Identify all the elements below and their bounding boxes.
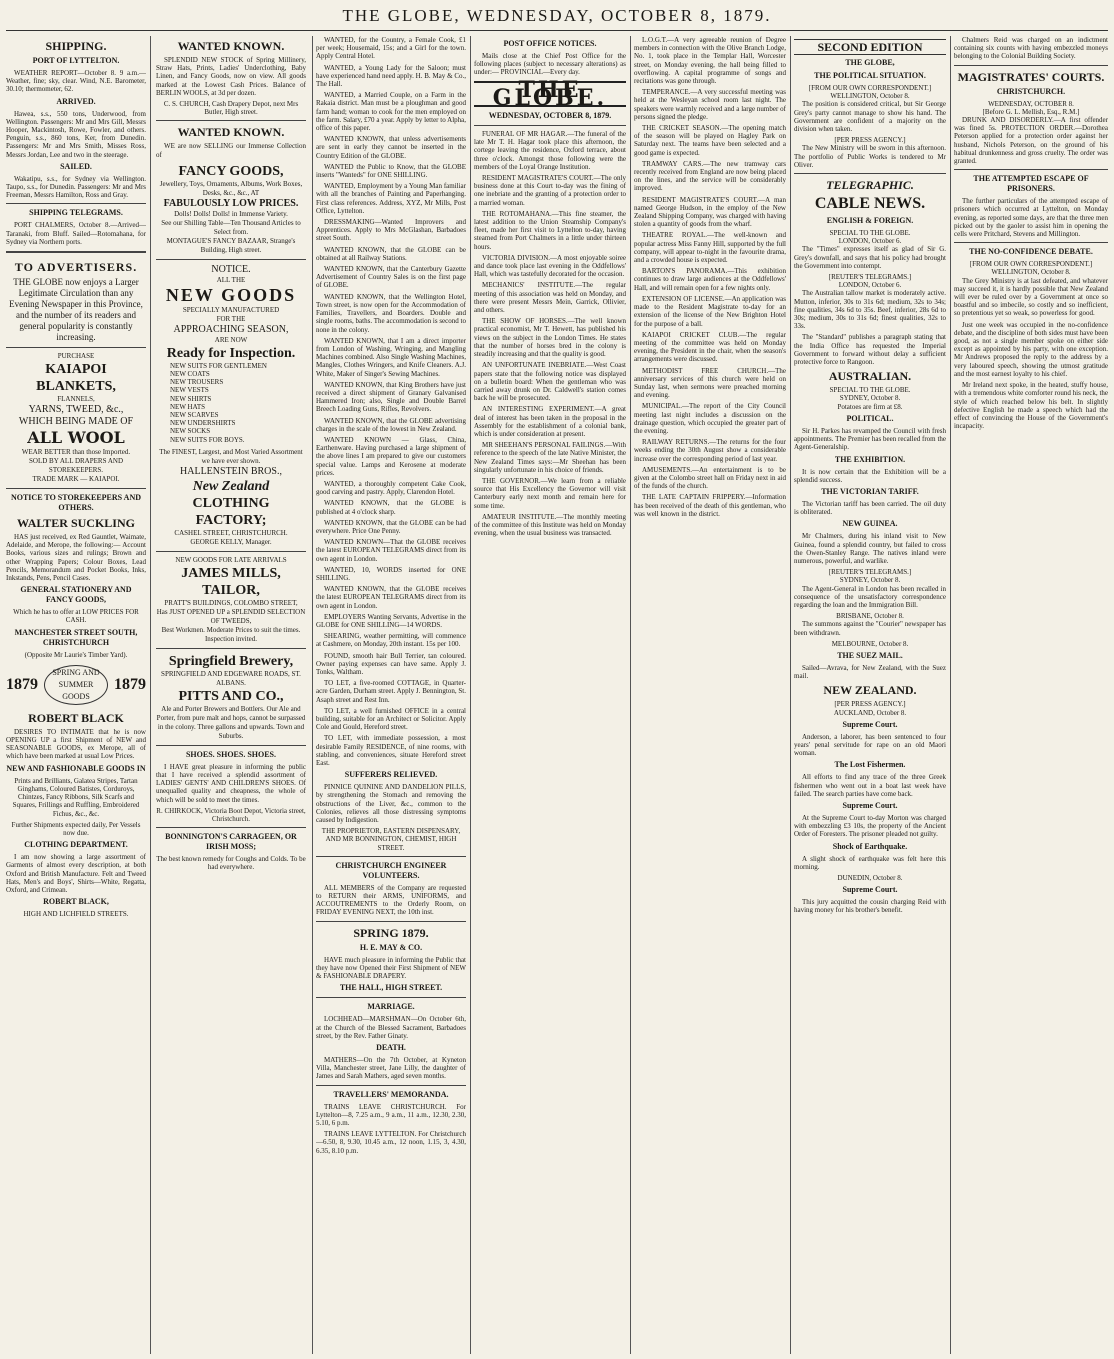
black-title: ROBERT BLACK	[28, 710, 124, 725]
fancy-advert	[156, 163, 306, 255]
kelly-manager: GEORGE KELLY, Manager.	[190, 537, 272, 546]
marriage-notice: LOCHHEAD—MARSHMAN—On October 6th, at the Church of the Blessed Sacrament, Barbadoes street, by the Rev. Father Ginaty.	[316, 1015, 466, 1040]
classified-ad: WANTED KNOWN, that King Brothers have just received a direct shipment of Granary Galvanised Hammered Iron; also, Single and Double Barrel Breech Loading Guns, Rifles, Revolvers.	[316, 380, 466, 414]
mills-pre: NEW GOODS FOR LATE ARRIVALS	[175, 555, 287, 564]
advertisers-text: THE GLOBE now enjoys a Larger Legitimate Circulation than any Evening Newspaper in this Province, and the number of its readers and general popularity is constantly increasing.	[9, 277, 143, 343]
news-paragraph: RAILWAY RETURNS.—The returns for the four weeks ending the 30th August show a considerable increase over the corresponding period of last year.	[634, 438, 786, 463]
news-paragraph: Chalmers Reid was charged on an indictment containing six counts with having embezzled moneys belonging to the Colonial Building Society.	[954, 36, 1108, 61]
nz-heading: NEW ZEALAND.	[823, 683, 917, 698]
tallow-text: The Australian tallow market is moderately active. Mutton, inferior, 30s to 31s 6d; medium, 32s to 34s; fine qualities, 34s 6d to 35s. Beef, inferior, 28s 6d to 30s; medium, 30s to 31s 6d; finest qualities, 32s to 33s.	[794, 289, 946, 331]
news-paragraph: THE LATE CAPTAIN FRIPPERY.—Information has been received of the death of this gentleman, who was well known in the district.	[634, 493, 786, 518]
weather-report: WEATHER REPORT—October 8. 9 a.m.—Weather, fine; sky, clear. Wind, N.E. Barometer, 30.10; thermometer, 62.	[6, 69, 146, 94]
suits-item: NEW UNDERSHIRTS	[170, 419, 236, 428]
bonnington-title: BONNINGTON'S CARRAGEEN, OR IRISH MOSS;	[165, 832, 297, 852]
black-address: HIGH AND LICHFIELD STREETS.	[23, 910, 129, 919]
column-5	[634, 36, 786, 1354]
bazaar-address: MONTAGUE'S FANCY BAZAAR, Strange's Building, High street.	[166, 236, 296, 254]
kaiapoi-title: KAIAPOI BLANKETS,	[36, 362, 116, 395]
column-2	[156, 36, 306, 1354]
magistrates-heading: MAGISTRATES' COURTS.	[957, 69, 1105, 84]
dateline: SYDNEY, October 8.	[839, 576, 901, 585]
notice-heading: NOTICE.	[211, 263, 251, 275]
kaiapoi-advert	[6, 352, 146, 484]
black-clothing-text: I am now showing a large assortment of Garments of almost every description, at both Oxford and British Manufacture. Felt and Tweed Hats, Men's and Boys', Shirts—White, Regatta, Oxford, and Crimean.	[6, 853, 146, 894]
kaiapoi-purchase: PURCHASE	[57, 352, 95, 361]
bonnington-text: The best known remedy for Coughs and Colds. To be had everywhere.	[156, 855, 306, 872]
pitts-title: PITTS AND CO.,	[178, 688, 284, 704]
potatoes-text: Potatoes are firm at £8.	[837, 402, 903, 411]
supreme3-text: This jury acquitted the cousin charging Reid with having money for his brother's benefit.	[794, 898, 946, 915]
classified-ad: WANTED, a thoroughly competent Cake Cook, good carving and pastry. Apply, Clarendon Hotel.	[316, 479, 466, 497]
australian-heading: AUSTRALIAN.	[828, 369, 912, 384]
are-now: ARE NOW	[214, 335, 248, 344]
classified-ad: EMPLOYERS Wanting Servants, Advertise in the GLOBE for ONE SHILLING—14 WORDS.	[316, 612, 466, 629]
advertisers-heading: TO ADVERTISERS.	[14, 260, 138, 275]
globe-date: WEDNESDAY, OCTOBER 8, 1879.	[488, 111, 612, 121]
before-magistrate: [Before G. L. Mellish, Esq., R.M.]	[982, 107, 1080, 116]
christchurch-heading: CHRISTCHURCH.	[996, 86, 1066, 96]
earthquake-text: A slight shock of earthquake was felt here this morning.	[794, 854, 946, 871]
fishermen-text: All efforts to find any trace of the three Greek fishermen who went out in a boat last week have failed. The search parties have come back.	[794, 773, 946, 798]
suckling-general: GENERAL STATIONERY AND FANCY GOODS,	[20, 585, 132, 605]
for-the: FOR THE	[216, 314, 246, 323]
wanted-text: SPLENDID NEW STOCK of Spring Millinery, Straw Hats, Prints, Ladies' Underclothing, Baby Linen, and Fancy Goods, now on view. All goods marked at the Lowest Cash Prices. Balance of BERLIN WOOLS, at 3d per dozen.	[156, 56, 306, 97]
column-divider	[470, 36, 471, 1354]
debate-text: Just one week was occupied in the no-confidence debate, and the discipline of both sides must have been good, as not a single member spoke on either side except as appointed by his party, with one exception. Mr Andrews proposed the reply to the address by a very laboured speech, showing the utmost gratitude and the most earnest loyalty to his chief.	[954, 320, 1108, 378]
suits-item: NEW SCARVES	[170, 411, 219, 420]
news-paragraph: THE CRICKET SEASON.—The opening match of the season will be played on Hagley Park on Saturday next. The teams have been selected and a good game is expected.	[634, 124, 786, 157]
shipping-heading: SHIPPING.	[45, 39, 107, 53]
shoes-text: I HAVE great pleasure in informing the public that I have received a splendid assortment of LADIES' GENTS' AND CHILDREN'S SHOES. Of unequalled quality and cheapness, the whole of which will be sold to meet the times.	[156, 762, 306, 804]
dateline: DUNEDIN, October 8.	[837, 874, 903, 882]
suits-item: NEW TROUSERS	[170, 378, 224, 387]
political-text: The position is considered critical, but Sir George Grey's party cannot manage to show his hand. The Government are confident of a majority on the division when taken.	[794, 100, 946, 134]
suckling-text: HAS just received, ex Red Gauntlet, Waimate, Adelaide, and Merope, the following:— Account Books, various sizes and rulings; Brown and other Wrapping Papers; Colour Boxes, Lead Pencils, Memorandum and Pocket Books, Inks, Inkstands, Pens, Pencil Cases.	[6, 533, 146, 583]
mills-text: Has JUST OPENED UP a SPLENDID SELECTION OF TWEEDS,	[156, 607, 306, 625]
wanted2-text: WE are now SELLING our Immense Collection of	[156, 142, 306, 159]
classified-ad: ALL MEMBERS of the Company are requested to RETURN their ARMS, UNIFORMS, and ACCOUTREMENTS to the Orderly Room, on FRIDAY EVENING NEXT, the 10th inst.	[316, 883, 466, 917]
news-paragraph: FUNERAL OF MR HAGAR.—The funeral of the late Mr T. H. Hagar took place this afternoon, the cortege leaving the residence, Oxford terrace, about three o'clock. Amongst those following were the members of the Loyal Orange Institution.	[474, 130, 626, 171]
classified-ad: WANTED KNOWN, that the GLOBE advertising charges in the scale of the lowest in New Zealand.	[316, 416, 466, 433]
dateline: WELLINGTON, October 8.	[991, 268, 1071, 277]
fancy-dolls: Dolls! Dolls! Dolls! in Immense Variety.	[174, 209, 288, 218]
suits-item: NEW COATS	[170, 370, 210, 379]
news-paragraph: MUNICIPAL.—The report of the City Council meeting last night includes a discussion on the drainage question, which occupied the greater part of the evening.	[634, 402, 786, 435]
black-sub: NEW AND FASHIONABLE GOODS IN	[6, 763, 146, 773]
classified-ad: WANTED KNOWN, that the Canterbury Gazette Advertisement of Country Sales is on the first page of GLOBE.	[316, 265, 466, 290]
black-clothing: CLOTHING DEPARTMENT.	[24, 840, 128, 850]
suckling-opposite: (Opposite Mr Laurie's Timber Yard).	[24, 650, 128, 659]
news-paragraph: RESIDENT MAGISTRATE'S COURT.—The only business done at this Court to-day was the fining of one inebriate and the granting of a protection order to a married woman.	[474, 174, 626, 207]
column-4	[474, 36, 626, 1354]
news-paragraph: METHODIST FREE CHURCH.—The anniversary services of this church were held on Sunday last, when sermons were preached morning and evening.	[634, 366, 786, 400]
column-1	[6, 36, 146, 1354]
column-3	[316, 36, 466, 1354]
column-divider	[150, 36, 151, 1354]
news-paragraph: MR SHEEHAN'S PERSONAL FAILINGS.—With reference to the speech of the late Native Minister, the New Zealand Times says:—Mr Sheehan has been singularly unfortunate in his choice of friends.	[474, 441, 626, 474]
reuters-label: [REUTER'S TELEGRAMS.]	[828, 568, 912, 577]
news-paragraph: VICTORIA DIVISION.—A most enjoyable soiree and dance took place last evening in the Oddfellows' Hall, which was tastefully decorated for the occasion.	[474, 253, 626, 279]
kaiapoi-trademark: TRADE MARK — KAIAPOI.	[32, 475, 120, 484]
marriage-heading: MARRIAGE.	[367, 1002, 415, 1012]
news-paragraph: THEATRE ROYAL.—The well-known and popular actress Miss Fanny Hill, supported by the full company, will appear to-night in the favourite drama, and a crowded house is expected.	[634, 231, 786, 265]
classified-ad: WANTED KNOWN, that the Wellington Hotel, Town street, is now open for the Accommodation of Families, Travellers, and Boarders. Double and single rooms, baths. The accommodation is second to none in the colony.	[316, 292, 466, 334]
news-paragraph: BARTON'S PANORAMA.—This exhibition continues to draw large audiences at the Oddfellows' Hall, and will remain open for a few nights only.	[634, 267, 786, 292]
classified-ad: DRESSMAKING—Wanted Improvers and Apprentices. Apply to Mrs McGlashan, Barbadoes street South.	[316, 218, 466, 243]
black-text: DESIRES TO INTIMATE that he is now OPENING UP a first Shipment of NEW and SEASONABLE GOODS, ex Merope, all of which have been marked at usual Low Prices.	[6, 727, 146, 761]
pitts-text: Ale and Porter Brewers and Bottlers. Our Ale and Porter, from pure malt and hops, cannot be surpassed in the colony. Three gallons and upwards. Town and Suburbs.	[156, 704, 306, 740]
dateline: LONDON, October 6.	[838, 237, 902, 246]
suits-item: NEW HATS	[170, 402, 206, 411]
supreme-heading: Supreme Court.	[842, 719, 898, 729]
sufferers-heading: SUFFERERS RELIEVED.	[344, 770, 438, 780]
classified-ad: WANTED the Public to Know, that the GLOBE inserts "Wanteds" for ONE SHILLING.	[316, 162, 466, 180]
masthead: THE GLOBE, WEDNESDAY, OCTOBER 8, 1879.	[342, 6, 772, 25]
debate-text: Mr Ireland next spoke, in the heated, stuffy house, with a tremendous white comforter round his neck, the style of which reached below his belt. In slightly defective English he made a speech which had the effect of convincing the House of the Government's incapacity.	[954, 381, 1108, 431]
london-text: The "Times" expresses itself as glad of Sir G. Grey's downfall, and says that his policy had brought the Government into contempt.	[794, 245, 946, 270]
notice-storekeepers: NOTICE TO STOREKEEPERS AND OTHERS.	[10, 493, 142, 513]
mills-address: PRATT'S BUILDINGS, COLOMBO STREET,	[164, 598, 298, 607]
kaiapoi-wool: ALL WOOL	[27, 428, 125, 448]
port-heading: PORT OF LYTTELTON.	[32, 56, 120, 65]
second-edition: SECOND EDITION	[794, 39, 946, 55]
fancy-list: Jewellery, Toys, Ornaments, Albums, Work Boxes, Desks, &c., &c., AT	[159, 179, 303, 197]
column-divider	[630, 36, 631, 1354]
dateline: SYDNEY, October 8.	[839, 394, 901, 403]
fancy-goods: FANCY GOODS,	[178, 163, 284, 179]
escape-heading: THE ATTEMPTED ESCAPE OF PRISONERS.	[973, 174, 1089, 194]
dateline: WELLINGTON, October 8.	[830, 92, 910, 101]
noconfidence-heading: THE NO-CONFIDENCE DEBATE.	[969, 247, 1093, 257]
classified-ad: SHEARING, weather permitting, will commence at Cashmere, on Monday, 20th instant. 15s per 100.	[316, 632, 466, 649]
dateline: BRISBANE, October 8.	[836, 612, 904, 621]
news-paragraph: AN UNFORTUNATE INEBRIATE.—West Coast papers state that the following notice was displayed on a bulletin board: When the gentleman who was carried away drunk on Dr. Caldwell's station comes back he will be prosecuted.	[474, 361, 626, 403]
column-6	[794, 36, 946, 1354]
suits-item: NEW SUITS FOR GENTLEMEN	[170, 361, 267, 370]
press-agency: [PER PRESS AGENCY.]	[834, 136, 906, 145]
wanted-sign: C. S. CHURCH, Cash Drapery Depot, next Mrs Butler, High street.	[163, 100, 299, 117]
all-the: ALL THE	[216, 275, 246, 284]
springfield-title: Springfield Brewery,	[168, 653, 294, 669]
wanted2-heading: WANTED KNOWN.	[177, 125, 285, 140]
volunteers-heading: CHRISTCHURCH ENGINEER VOLUNTEERS.	[335, 860, 447, 880]
cashel-street: CASHEL STREET, CHRISTCHURCH.	[174, 528, 288, 537]
news-paragraph: MECHANICS' INSTITUTE.—The regular meeting of this association was held on Monday, and there were present Messrs Mein, Garrick, Ollivier, and others.	[474, 281, 626, 315]
debate-text: The Grey Ministry is at last defeated, and whatever may succeed it, it is hardly possible that New Zealand will ever be ruled over by a Government at once so boastful and so imbecile, so costly and so inefficient, so pretentious yet so weak, so powerless for good.	[954, 276, 1108, 318]
black-further: Further Shipments expected daily, Per Vessels now due.	[11, 820, 141, 837]
classified-ad: FOUND, smooth hair Bull Terrier, tan coloured. Owner paying expenses can have same. Apply J. Tonks, Waltham.	[316, 651, 466, 677]
court-text: DRUNK AND DISORDERLY.—A first offender was fined 5s. PROTECTION ORDER.—Dorothea Peterson applied for a protection order against her husband, Nichols Peterson, on the ground of his habitual drunkenness and gross cruelty. The order was granted.	[954, 116, 1108, 166]
mills-advert	[156, 556, 306, 644]
classified-ad: TO LET, a five-roomed COTTAGE, in Quarter-acre Garden, Durham street. Apply J. Bennington, St. Asaph street and Rest Inn.	[316, 679, 466, 704]
guinea-heading: NEW GUINEA.	[842, 519, 898, 529]
shoes-sign: R. CHIRKOCK, Victoria Boot Depot, Victoria street, Christchurch.	[156, 806, 306, 824]
press-text: The New Ministry will be sworn in this afternoon. The portfolio of Public Works is tendered to Mr Oliver.	[794, 144, 946, 169]
new-goods: NEW GOODS	[165, 284, 297, 305]
classified-ad: WANTED, Employment by a Young Man familiar with all the branches of Painting and Paperhanging. First class references. Address, XYZ, Mr Mills, Post Office, Lyttelton.	[316, 182, 466, 215]
spring-badge	[6, 665, 146, 705]
spring-year-left: 1879	[6, 675, 38, 693]
news-paragraph: THE SHOW OF HORSES.—The well known practical economist, Mr T. Hewett, has published his views on the subject in the London Times. He states that the number of horses bred in the colony is steadily increasing and that the quality is good.	[474, 317, 626, 359]
own-correspondent: [FROM OUR OWN CORRESPONDENT.]	[808, 84, 932, 92]
news-paragraph: TEMPERANCE.—A very successful meeting was held at the Wesleyan school room last night. The speakers were warmly received and a large number of persons signed the pledge.	[634, 88, 786, 121]
cable-heading: CABLE NEWS.	[814, 195, 926, 213]
news-paragraph: TRAMWAY CARS.—The new tramway cars recently received from England are now being placed on the lines, and the service will be considerably improved.	[634, 159, 786, 193]
sailed-heading: SAILED.	[60, 161, 92, 171]
special-to-globe: SPECIAL TO THE GLOBE.	[829, 386, 911, 395]
classified-ad: TO LET, with immediate possession, a most desirable Family RESIDENCE, of nine rooms, with stabling, and conveniences, situate Hereford street East.	[316, 734, 466, 768]
kaiapoi-which: WHICH BEING MADE OF	[18, 416, 134, 428]
death-notice: MATHERS—On the 7th October, at Kyneton Villa, Manchester street, Jane Lilly, the daughter of James and Sarah Mathers, aged seven months.	[316, 1055, 466, 1081]
news-paragraph: AN INTERESTING EXPERIMENT.—A great deal of interest has been taken in the proposal in the Assembly for the establishment of a colonial bank, which is under consideration at present.	[474, 405, 626, 438]
news-paragraph: EXTENSION OF LICENSE.—An application was made to the Resident Magistrate to-day for an extension of the license of the New Brighton Hotel for the purpose of a ball.	[634, 294, 786, 328]
exhibition-text: It is now certain that the Exhibition will be a splendid success.	[794, 467, 946, 484]
arrived-text: Hawea, s.s., 550 tons, Underwood, from Wellington. Passengers: Mr and Mrs Gill, Messrs Hooper, Mackintosh, Rowe, Fowler, and others. Penguin, s.s., 860 tons, Ker, from Dunedin. Passengers: Mr and Mrs Smith, Misses Ross, Messrs Jordan, Lee and two in the steerage.	[6, 109, 146, 159]
supreme-heading: Supreme Court.	[842, 885, 898, 895]
classified-ad: WANTED, 10, WORDS inserted for ONE SHILLING.	[316, 565, 466, 582]
column-divider	[312, 36, 313, 1354]
guinea-text: Mr Chalmers, during his inland visit to New Guinea, found a splendid country, but failed to cross the Owen-Stanley Range. The natives inland were numerous, powerful, and warlike.	[794, 532, 946, 565]
sailed-text: Wakatipu, s.s., for Sydney via Wellington. Taupo, s.s., for Dunedin. Passengers: Mr and Mrs Freeman, Messrs Hamilton, Ross and Gray.	[6, 174, 146, 200]
spring-summer-label: SPRING AND SUMMER GOODS	[44, 665, 108, 705]
hall-address: THE HALL, HIGH STREET.	[339, 983, 443, 993]
spring-year-right: 1879	[114, 675, 146, 693]
brisbane-text: The summons against the "Courier" newspaper has been withdrawn.	[794, 620, 946, 637]
supreme-text: Anderson, a laborer, has been sentenced to four years' penal servitude for rape on an old Maori woman.	[794, 732, 946, 758]
telegraphic-heading: TELEGRAPHIC.	[826, 178, 914, 193]
death-heading: DEATH.	[376, 1042, 406, 1052]
suits-item: NEW SUITS FOR BOYS.	[170, 435, 245, 444]
earthquake-heading: Shock of Earthquake.	[832, 841, 908, 851]
news-paragraph: THE ROTOMAHANA.—This fine steamer, the latest addition to the Union Steamship Company's fleet, made her first visit to Lyttelton to-day, having steamed from Port Chalmers in a little under thirteen hours.	[474, 209, 626, 251]
dateline: AUCKLAND, October 8.	[833, 708, 907, 717]
trains-lyttelton: TRAINS LEAVE LYTTELTON. For Christchurch—6.50, 8, 9.30, 10.45 a.m., 12 noon, 1.15, 3, 4.30, 6.35, 8.10 p.m.	[316, 1130, 466, 1155]
political-heading: THE POLITICAL SITUATION.	[814, 71, 926, 80]
tariff-text: The Victorian tariff has been carried. The oil duty is obliterated.	[794, 499, 946, 517]
dateline: MELBOURNE, October 8.	[831, 639, 909, 648]
black-foot: ROBERT BLACK,	[43, 897, 109, 907]
nz-label: New Zealand	[192, 478, 270, 494]
suits-item: NEW SHIRTS	[170, 394, 212, 403]
classified-ad: WANTED, a Married Couple, on a Farm in the Rakaia district. Man must be a ploughman and good farm hand; woman to cook for the men employed on the farm. Salary, £70 a year. Apply by letter to Alpha, office of this paper.	[316, 91, 466, 133]
parkes-text: Sir H. Parkes has revamped the Council with fresh appointments. The Premier has been recalled from the Agent-Generalship.	[794, 426, 946, 452]
news-paragraph: AMUSEMENTS.—An entertainment is to be given at the Colombo street hall on Friday next in aid of the funds of the church.	[634, 465, 786, 491]
mills-work: Best Workmen. Moderate Prices to suit the times. Inspection invited.	[161, 625, 301, 643]
hallenstein-name: HALLENSTEIN BROS.,	[180, 465, 282, 477]
kaiapoi-yarns: YARNS, TWEED, &c.,	[28, 404, 124, 416]
news-paragraph: RESIDENT MAGISTRATE'S COURT.—A man named George Hudson, in the employ of the New Zealand Shipping Company, was charged with having stolen a quantity of goods from the wharf.	[634, 195, 786, 229]
classified-ad: HAVE much pleasure in informing the Public that they have now Opened their First Shipment of NEW & FASHIONABLE DRAPERY.	[316, 955, 466, 981]
dispensary: THE PROPRIETOR, EASTERN DISPENSARY, AND MR BONNINGTON, CHEMIST, HIGH STREET.	[321, 827, 461, 852]
classified-ad: WANTED KNOWN—That the GLOBE receives the latest EUROPEAN TELEGRAMS direct from its own agent in London.	[316, 538, 466, 563]
classified-ad: WANTED KNOWN, that unless advertisements are sent in early they cannot be inserted in the Country Edition of the GLOBE.	[316, 135, 466, 160]
suez-text: Sailed—Avrava, for New Zealand, with the Suez mail.	[794, 663, 946, 681]
hallenstein-advert	[156, 264, 306, 547]
classified-ad: WANTED KNOWN, that the GLOBE is published at 4 o'clock sharp.	[316, 499, 466, 516]
news-paragraph: KAIAPOI CRICKET CLUB.—The regular meeting of the committee was held on Monday evening, the President in the chair, when the season's arrangements were discussed.	[634, 330, 786, 364]
classified-ad: WANTED KNOWN, that the GLOBE can be had everywhere. Price One Penny.	[316, 518, 466, 535]
tariff-heading: THE VICTORIAN TARIFF.	[821, 486, 919, 496]
arrived-heading: ARRIVED.	[56, 96, 96, 106]
springfield-advert	[156, 653, 306, 741]
own-correspondent: [FROM OUR OWN CORRESPONDENT.]	[969, 260, 1093, 269]
column-7	[954, 36, 1108, 1354]
supreme2-text: At the Supreme Court to-day Morton was charged with embezzling £3 10s, the property of the Ancient Order of Foresters. The prisoner pleaded not guilty.	[794, 813, 946, 839]
suits-item: NEW VESTS	[170, 386, 209, 395]
black-list: Prints and Brilliants, Galatea Stripes, Tartan Ginghams, Coloured Batistes, Corduroys, Chintzes, Fancy Ribbons, Silk Scarfs and Squares, Frillings and Ruffling, Embroidered Fichus, &c., &c.	[12, 776, 140, 818]
classified-ad: WANTED KNOWN, that the GLOBE receives the latest EUROPEAN TELEGRAMS direct from its own agent in London.	[316, 585, 466, 610]
masthead-rule	[6, 30, 1108, 31]
classified-ad: WANTED, for the Country, a Female Cook, £1 per week; Housemaid, 15s; and a Girl for the town. Apply Central Hotel.	[316, 36, 466, 61]
globe-small: THE GLOBE,	[845, 58, 895, 67]
kaiapoi-flannels: FLANNELS,	[57, 395, 95, 404]
postal-text: Mails close at the Chief Post Office for the following places (subject to necessary alterations) as under:— PROVINCIAL—Every day.	[474, 52, 626, 77]
supreme-heading: Supreme Court.	[842, 800, 898, 810]
news-paragraph: THE GOVERNOR.—We learn from a reliable source that His Excellency the Governor will visit Canterbury early next month and remain here for some time.	[474, 476, 626, 510]
trains-christchurch: TRAINS LEAVE CHRISTCHURCH. For Lyttelton—8, 7.25 a.m., 9 a.m., 11 a.m., 12.30, 2.30, 5.10, 6 p.m.	[316, 1102, 466, 1127]
telegrams-text: PORT CHALMERS, October 8.—Arrived—Taranaki, from Bluff. Sailed—Rotomahana, for Sydney via Northern ports.	[6, 221, 146, 246]
fancy-prices: FABULOUSLY LOW PRICES.	[163, 197, 299, 209]
springfield-address: SPRINGFIELD AND EDGEWARE ROADS, ST. ALBANS.	[161, 669, 301, 687]
suez-heading: THE SUEZ MAIL.	[837, 650, 903, 660]
dateline: LONDON, October 6.	[838, 281, 902, 290]
classified-ad: TO LET, a well furnished OFFICE in a central building, suitable for an Architect or Solicitor. Apply Cole and Gould, Hereford street.	[316, 706, 466, 732]
mills-title: JAMES MILLS, TAILOR,	[181, 565, 281, 598]
classified-ad: WANTED KNOWN — Glass, China, Earthenware. Having purchased a large shipment of the above lines I am prepared to give our customers special value. Lamps and Kerosene at moderate prices.	[316, 435, 466, 477]
agent-general-text: The Agent-General in London has been recalled in consequence of the unsatisfactory correspondence regarding the loan and the Immigration Bill.	[794, 584, 946, 609]
press-agency: [PER PRESS AGENCY.]	[834, 700, 906, 709]
approaching: APPROACHING SEASON,	[173, 323, 289, 335]
classified-ad: WANTED KNOWN, that the GLOBE can be obtained at all Railway Stations.	[316, 245, 466, 262]
kaiapoi-sold: SOLD BY ALL DRAPERS AND STOREKEEPERS.	[29, 457, 123, 475]
fancy-shilling: See our Shilling Table—Ten Thousand Articles to Select from.	[161, 218, 301, 236]
finest: The FINEST, Largest, and Most Varied Assortment we have ever shown.	[159, 447, 303, 465]
shoes-heading: SHOES. SHOES. SHOES.	[185, 749, 277, 759]
classified-ad: WANTED KNOWN, that I am a direct importer from London of Washing, Wringing, and Mangling Machines combined. Also Single Washing Machines, Mangles, Clothes Wringers, and Knife Cleaners. A.J. White, Maker of Singer's Sewing Machines.	[316, 336, 466, 378]
clothing-factory: CLOTHING FACTORY;	[192, 495, 270, 528]
wanted-heading: WANTED KNOWN.	[177, 39, 285, 53]
political2-heading: POLITICAL.	[846, 413, 894, 423]
suckling-title: WALTER SUCKLING	[17, 516, 135, 531]
kaiapoi-wear: WEAR BETTER than those Imported.	[21, 448, 131, 457]
special-to-globe: SPECIAL TO THE GLOBE.	[829, 229, 911, 238]
suits-item: NEW SOCKS	[170, 427, 211, 436]
reuters-label: [REUTER'S TELEGRAMS.]	[828, 273, 912, 282]
fishermen-heading: The Lost Fishermen.	[834, 760, 906, 770]
specially: SPECIALLY MANUFACTURED	[182, 305, 280, 314]
news-paragraph: AMATEUR INSTITUTE.—The monthly meeting of the committee of this Institute was held on Monday evening, when the usual business was transacted.	[474, 512, 626, 538]
exhibition-heading: THE EXHIBITION.	[834, 454, 906, 464]
globe-editorial-title: THE GLOBE.	[474, 81, 626, 107]
classified-ad: PINNICE QUININE AND DANDELION PILLS, by strengthening the Stomach and removing the obstructions of the Liver, &c., common to the Colonies, relieves all those distressing symptoms caused by Indigestion.	[316, 783, 466, 825]
suckling-price: Which he has to offer at LOW PRICES FOR CASH.	[13, 608, 139, 625]
spring-heading: SPRING 1879.	[353, 925, 429, 940]
postal-heading: POST OFFICE NOTICES.	[503, 39, 597, 48]
dateline: WEDNESDAY, OCTOBER 8.	[988, 99, 1074, 108]
ready: Ready for Inspection.	[166, 345, 296, 361]
telegrams-heading: SHIPPING TELEGRAMS.	[29, 208, 123, 218]
escape-text: The further particulars of the attempted escape of prisoners which occurred at Lyttelton, on Monday evening, as reported some days, are that the three men picked out by the gaoler to assist him in opening the cells were Pritchard, Stevens and Millington.	[954, 197, 1108, 239]
news-paragraph: L.O.G.T.—A very agreeable reunion of Degree members in connection with the Olive Branch Lodge, No. 1, took place in the Templar Hall, Worcester street, on Monday evening, the hall being filled to overflowing. A capital programme of songs and recitations was gone through.	[634, 36, 786, 86]
classified-ad: WANTED, a Young Lady for the Saloon; must have experienced hand need apply. H. B. May & Co., The Hall.	[316, 63, 466, 89]
column-divider	[790, 36, 791, 1354]
may-name: H. E. MAY & CO.	[359, 942, 423, 952]
standard-text: The "Standard" publishes a paragraph stating that the India Office has requested the Imperial Government to forward without delay a sufficient protective force to Rangoon.	[794, 333, 946, 367]
suckling-address: MANCHESTER STREET SOUTH, CHRISTCHURCH	[14, 627, 138, 647]
column-divider	[950, 36, 951, 1354]
english-foreign: ENGLISH & FOREIGN.	[826, 216, 914, 226]
travellers-heading: TRAVELLERS' MEMORANDA.	[333, 1089, 449, 1099]
